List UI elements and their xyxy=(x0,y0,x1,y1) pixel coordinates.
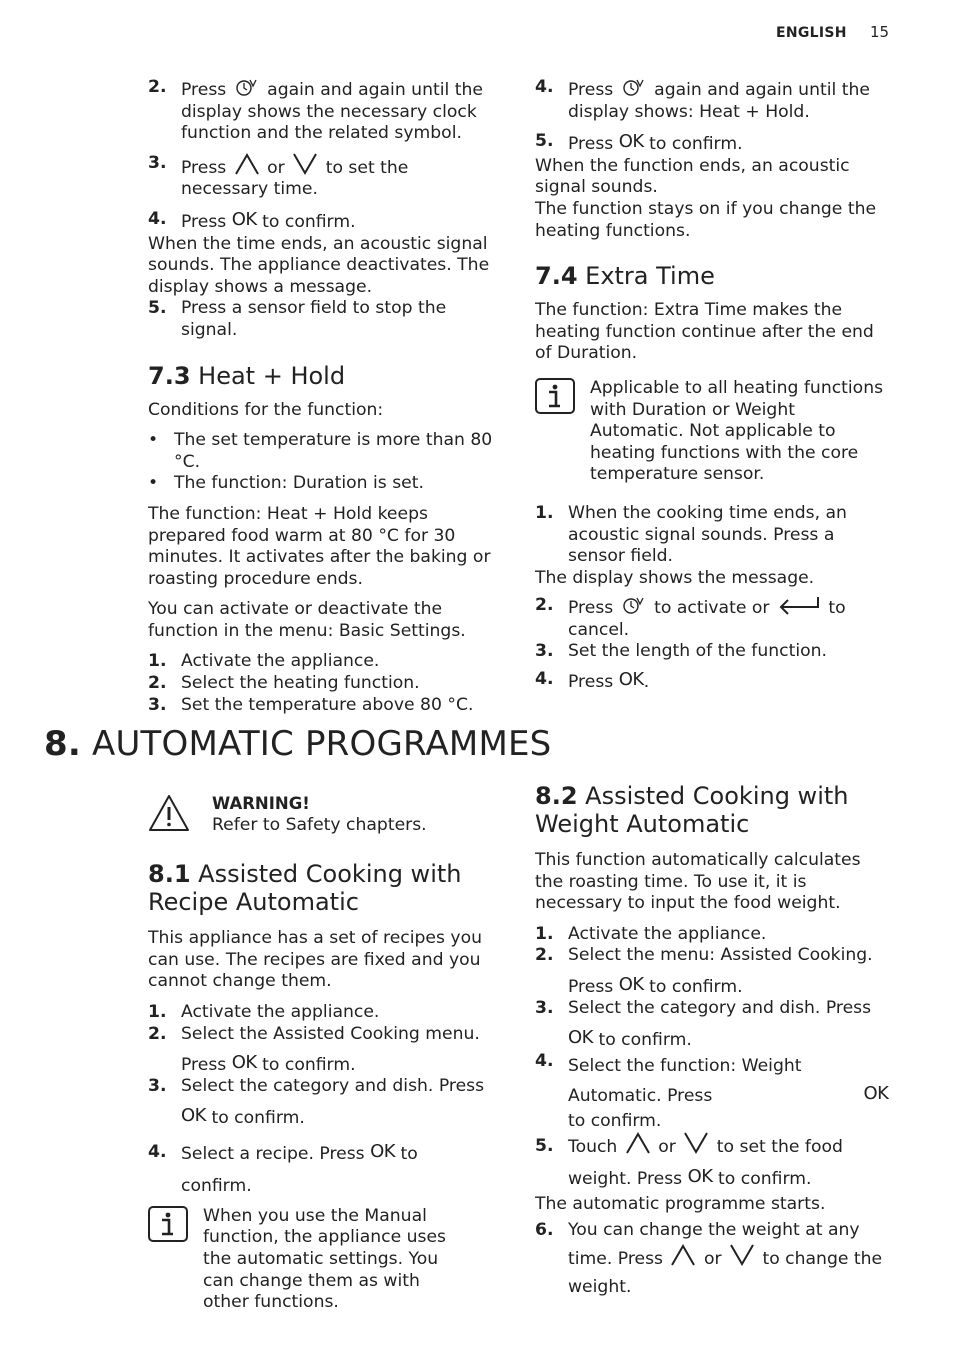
weight-step-3: 3. Select the category and dish. Press OK to confirm. xyxy=(535,997,872,1050)
ok-icon: OK xyxy=(687,1166,713,1188)
up-arrow-icon xyxy=(234,153,260,175)
recipe-step-2: 2. Select the Assisted Cooking menu. Press OK to confirm. xyxy=(148,1023,480,1076)
ok-icon: OK xyxy=(618,973,644,995)
ok-icon: OK xyxy=(618,669,644,691)
page-number: 15 xyxy=(870,23,890,41)
warning-note xyxy=(148,793,493,836)
ok-icon: OK xyxy=(181,1104,206,1126)
extra-time-step-2: 2. Press to activate or to cancel. xyxy=(535,595,846,640)
back-arrow-icon xyxy=(777,595,821,615)
section-7-3-heading: 7.3 Heat + Hold xyxy=(148,361,346,390)
ok-icon: OK xyxy=(231,1052,257,1074)
info-icon xyxy=(148,1206,188,1242)
weight-step-6: 6. You can change the weight at any time. Press or to change the weight. xyxy=(535,1219,883,1297)
ok-icon: OK xyxy=(370,1140,396,1162)
condition-bullet: • The set temperature is more than 80 °C. xyxy=(148,430,493,472)
weight-step-2: 2. Select the menu: Assisted Cooking. Press OK to confirm. xyxy=(535,945,873,997)
left-column-bottom xyxy=(148,793,493,1314)
extra-time-step-4: 4. Press OK. xyxy=(535,669,650,693)
language-label: ENGLISH xyxy=(776,25,847,41)
recipe-automatic-description: This appliance has a set of recipes you can use. The recipes are fixed and you cannot change them. xyxy=(148,928,482,992)
weight-automatic-description: This function automatically calculates the roasting time. To use it, it is necessary to input the food weight. xyxy=(535,850,861,914)
step-4-heat-hold: 4. Press again and again until the display shows: Heat + Hold. xyxy=(535,77,870,122)
heat-hold-step: 3. Set the temperature above 80 °C. xyxy=(148,694,474,715)
clock-function-icon xyxy=(621,77,647,97)
ok-icon: OK xyxy=(231,208,257,230)
conditions-text: Conditions for the function: xyxy=(148,399,384,420)
info-note xyxy=(535,378,887,486)
programme-starts-text: The automatic programme starts. xyxy=(535,1194,826,1215)
heat-hold-description: The function: Heat + Hold keeps prepared food warm at 80 °C for 30 minutes. It activates after the baking or roasting procedure ends. xyxy=(148,503,491,589)
recipe-step-3: 3. Select the category and dish. Press OK to confirm. xyxy=(148,1076,485,1128)
step-5-confirm: 5. Press OK to confirm. xyxy=(535,131,743,155)
info-note-text: Applicable to all heating functions with Duration or Weight Automatic. Not applicable to heating functions with the core temperature sensor. xyxy=(590,377,884,485)
ok-icon: OK xyxy=(568,1026,593,1048)
warning-icon xyxy=(148,793,190,833)
down-arrow-icon xyxy=(683,1132,709,1154)
display-message-text: The display shows the message. xyxy=(535,567,815,588)
recipe-step-1: 1. Activate the appliance. xyxy=(148,1001,380,1022)
ok-icon: OK xyxy=(618,131,644,153)
heat-hold-step: 1. Activate the appliance. xyxy=(148,651,380,672)
step-2-clock: 2. Press again and again until the display shows the necessary clock function and the related symbol. xyxy=(148,77,483,144)
info-icon xyxy=(535,378,575,414)
section-8-1-heading: 8.1 Assisted Cooking with Recipe Automatic xyxy=(148,860,462,917)
extra-time-step-3: 3. Set the length of the function. xyxy=(535,641,827,662)
recipe-step-4: 4. Select a recipe. Press OK to confirm. xyxy=(148,1140,418,1196)
up-arrow-icon xyxy=(670,1244,696,1266)
up-arrow-icon xyxy=(625,1132,651,1154)
clock-function-icon xyxy=(621,595,647,615)
chapter-8-heading: 8. AUTOMATIC PROGRAMMES xyxy=(44,724,552,764)
weight-step-4: 4. Select the function: Weight Automatic. Press OK to confirm. xyxy=(535,1050,889,1131)
heat-hold-step: 2. Select the heating function. xyxy=(148,673,420,694)
down-arrow-icon xyxy=(729,1244,755,1266)
step-3-set-time: 3. Press or to set the necessary time. xyxy=(148,152,409,200)
left-column-top xyxy=(148,77,493,716)
extra-time-step-1: 1. When the cooking time ends, an acoustic signal sounds. Press a sensor field. xyxy=(535,502,847,567)
extra-time-description: The function: Extra Time makes the heating function continue after the end of Duration. xyxy=(535,300,874,364)
condition-bullet: • The function: Duration is set. xyxy=(148,473,424,494)
time-ends-text: When the time ends, an acoustic signal sounds. The appliance deactivates. The display shows a message. xyxy=(148,233,490,297)
right-column-bottom xyxy=(535,782,890,1301)
info-note xyxy=(148,1206,493,1314)
section-8-2-heading: 8.2 Assisted Cooking with Weight Automatic xyxy=(535,782,849,838)
weight-step-5: 5. Touch or to set the food weight. Press OK to confirm. xyxy=(535,1132,890,1194)
right-column-top xyxy=(535,77,887,694)
step-4-confirm: 4. Press OK to confirm. xyxy=(148,208,356,232)
ok-icon: OK xyxy=(863,1082,889,1104)
info-note-text: When you use the Manual function, the appliance uses the automatic settings. You can change them as with other functions. xyxy=(203,1205,447,1313)
function-stays-text: The function stays on if you change the heating functions. xyxy=(535,198,877,241)
step-5-stop-signal: 5. Press a sensor field to stop the signal. xyxy=(148,298,447,340)
warning-title: WARNING! xyxy=(212,794,310,813)
warning-text: Refer to Safety chapters. xyxy=(212,814,427,835)
heat-hold-settings: You can activate or deactivate the function in the menu: Basic Settings. xyxy=(148,599,466,641)
down-arrow-icon xyxy=(292,153,318,175)
clock-function-icon xyxy=(234,77,260,97)
weight-step-1: 1. Activate the appliance. xyxy=(535,923,767,944)
function-ends-text: When the function ends, an acoustic signal sounds. xyxy=(535,155,850,198)
section-7-4-heading: 7.4 Extra Time xyxy=(535,262,715,291)
